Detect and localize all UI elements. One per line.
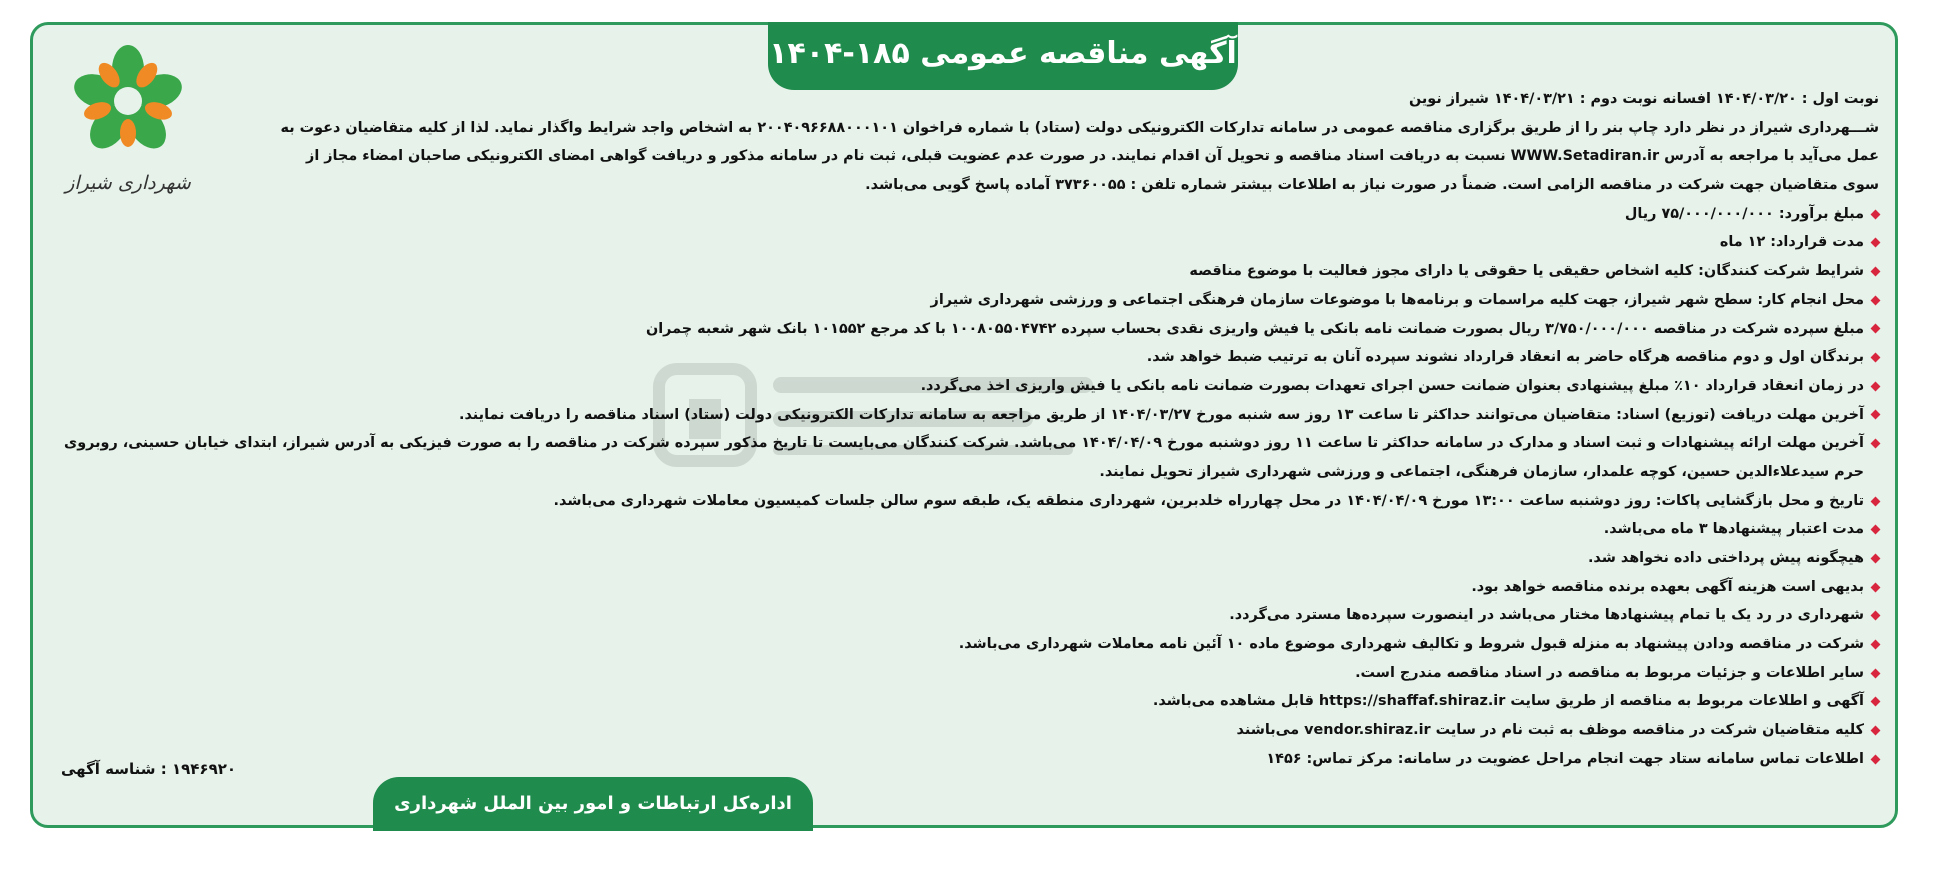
list-item: آگهی و اطلاعات مربوط به مناقصه از طریق سایت https://shaffaf.shiraz.ir قابل مشاهده می‌باشد.	[47, 687, 1879, 716]
list-item: شرایط شرکت کنندگان: کلیه اشخاص حقیقی یا حقوقی یا دارای مجوز فعالیت با موضوع مناقصه	[47, 257, 1879, 286]
publisher-badge: اداره‌کل ارتباطات و امور بین الملل شهرداری شیراز	[373, 777, 813, 831]
bullet-icon	[1871, 267, 1881, 277]
bullet-icon	[1871, 525, 1881, 535]
list-item: مبلغ سپرده شرکت در مناقصه ۳/۷۵۰/۰۰۰/۰۰۰ ریال بصورت ضمانت نامه بانکی یا فیش واریزی نقدی بحساب سپرده ۱۰۰۸۰۵۵۰۴۷۴۲ با کد مرجع ۱۰۱۵۵۲ بانک شهر شعبه چمران	[47, 315, 1879, 344]
list-item: محل انجام کار: سطح شهر شیراز، جهت کلیه مراسمات و برنامه‌ها با موضوعات سازمان فرهنگی اجتماعی و ورزشی شهرداری شیراز	[47, 286, 1879, 315]
publication-dates: نوبت اول : ۱۴۰۴/۰۳/۲۰ افسانه نوبت دوم : ۱۴۰۴/۰۳/۲۱ شیراز نوین	[1408, 91, 1879, 107]
bullet-icon	[1871, 754, 1881, 764]
bullet-icon	[1871, 496, 1881, 506]
list-item: مدت قرارداد: ۱۲ ماه	[47, 228, 1879, 257]
list-item: تاریخ و محل بازگشایی پاکات: روز دوشنبه ساعت ۱۳:۰۰ مورخ ۱۴۰۴/۰۴/۰۹ در محل چهارراه خلدبرین، شهرداری منطقه یک، طبقه سوم سالن جلسات کمیسیون معاملات شهرداری می‌باشد.	[47, 487, 1879, 516]
list-item: کلیه متقاضیان شرکت در مناقصه موظف به ثبت نام در سایت vendor.shiraz.ir می‌باشند	[47, 716, 1879, 745]
list-item: شهرداری در رد یک یا تمام پیشنهادها مختار می‌باشد در اینصورت سپرده‌ها مسترد می‌گردد.	[47, 601, 1879, 630]
bullet-icon	[1871, 238, 1881, 248]
list-item: شرکت در مناقصه ودادن پیشنهاد به منزله قبول شروط و تکالیف شهرداری موضوع ماده ۱۰ آئین نامه معاملات شهرداری می‌باشد.	[47, 630, 1879, 659]
bullet-icon	[1871, 410, 1881, 420]
list-item: برندگان اول و دوم مناقصه هرگاه حاضر به انعقاد قرارداد نشوند سپرده آنان به ترتیب ضبط خواهد شد.	[47, 343, 1879, 372]
bullet-icon	[1871, 726, 1881, 736]
intro-line-3: سوی متقاضیان جهت شرکت در مناقصه الزامی است. ضمناً در صورت نیاز به اطلاعات بیشتر شماره تلفن : ۳۷۳۶۰۰۵۵ آماده پاسخ گویی می‌باشد.	[865, 177, 1879, 194]
bullet-icon	[1871, 209, 1881, 219]
list-item: مبلغ برآورد: ۷۵/۰۰۰/۰۰۰/۰۰۰ ریال	[47, 200, 1879, 229]
list-item: در زمان انعقاد قرارداد ۱۰٪ مبلغ پیشنهادی بعنوان ضمانت حسن اجرای تعهدات بصورت ضمانت نامه بانکی یا فیش واریزی اخذ می‌گردد.	[47, 372, 1879, 401]
bullet-icon	[1871, 668, 1881, 678]
list-item: سایر اطلاعات و جزئیات مربوط به مناقصه در اسناد مناقصه مندرج است.	[47, 659, 1879, 688]
intro-line-1: شـــهرداری شیراز در نظر دارد چاپ بنر را از طریق برگزاری مناقصه عمومی در سامانه تدارکات الکترونیکی دولت (ستاد) با شماره فراخوان ۲۰۰۴۰۹۶۶۸۸۰۰۰۱۰۱ به اشخاص واجد شرایط واگذار نماید. لذا از کلیه متقاضیان دعوت به	[280, 119, 1879, 136]
bullet-icon	[1871, 295, 1881, 305]
bullet-icon	[1871, 553, 1881, 563]
intro-line-2: عمل می‌آید با مراجعه به آدرس WWW.Setadiran.ir نسبت به دریافت اسناد مناقصه و تحویل آن اقدام نمایند. در صورت عدم عضویت قبلی، ثبت نام در سامانه مذکور و دریافت گواهی امضای الکترونیکی صاحبان امضاء مجاز از	[306, 148, 1879, 165]
bullet-icon	[1871, 381, 1881, 391]
bullet-icon	[1871, 639, 1881, 649]
bullet-icon	[1871, 353, 1881, 363]
logo-text: شهرداری شیراز	[65, 172, 191, 194]
bullet-icon	[1871, 582, 1881, 592]
list-item: بدیهی است هزینه آگهی بعهده برنده مناقصه خواهد بود.	[47, 573, 1879, 602]
ad-frame	[30, 22, 1898, 868]
ad-identifier: ۱۹۴۶۹۲۰ : شناسه آگهی	[61, 760, 237, 778]
bullet-icon	[1871, 611, 1881, 621]
ad-body	[47, 85, 1879, 819]
list-item: آخرین مهلت دریافت (توزیع) اسناد: متقاضیان می‌توانند حداکثر تا ساعت ۱۳ روز سه شنبه مورخ ۱۴۰۴/۰۳/۲۷ از طریق مراجعه به سامانه تدارکات الکترونیکی دولت (ستاد) اسناد مناقصه را دریافت نمایند.	[47, 401, 1879, 430]
list-item: مدت اعتبار پیشنهادها ۳ ماه می‌باشد.	[47, 515, 1879, 544]
bullet-icon	[1871, 439, 1881, 449]
list-item: آخرین مهلت ارائه پیشنهادات و ثبت اسناد و مدارک در سامانه حداکثر تا ساعت ۱۱ روز دوشنبه مورخ ۱۴۰۴/۰۴/۰۹ می‌باشد. شرکت کنندگان می‌بایست تا تاریخ مذکور سپرده شرکت در مناقصه را به صورت فیزیکی به آدرس شیراز، ابتدای خیابان حسینی، روبروی حرم سیدعلاءالدین حسین، کوچه علمدار، سازمان فرهنگی، اجتماعی و ورزشی شهرداری شیراز تحویل نمایند.	[47, 429, 1879, 486]
bullet-icon	[1871, 324, 1881, 334]
bullet-icon	[1871, 697, 1881, 707]
list-item: هیچگونه پیش پرداختی داده نخواهد شد.	[47, 544, 1879, 573]
list-item: اطلاعات تماس سامانه ستاد جهت انجام مراحل عضویت در سامانه: مرکز تماس: ۱۴۵۶	[47, 745, 1879, 774]
ad-title: آگهی مناقصه عمومی ۱۸۵-۱۴۰۴	[768, 22, 1238, 90]
